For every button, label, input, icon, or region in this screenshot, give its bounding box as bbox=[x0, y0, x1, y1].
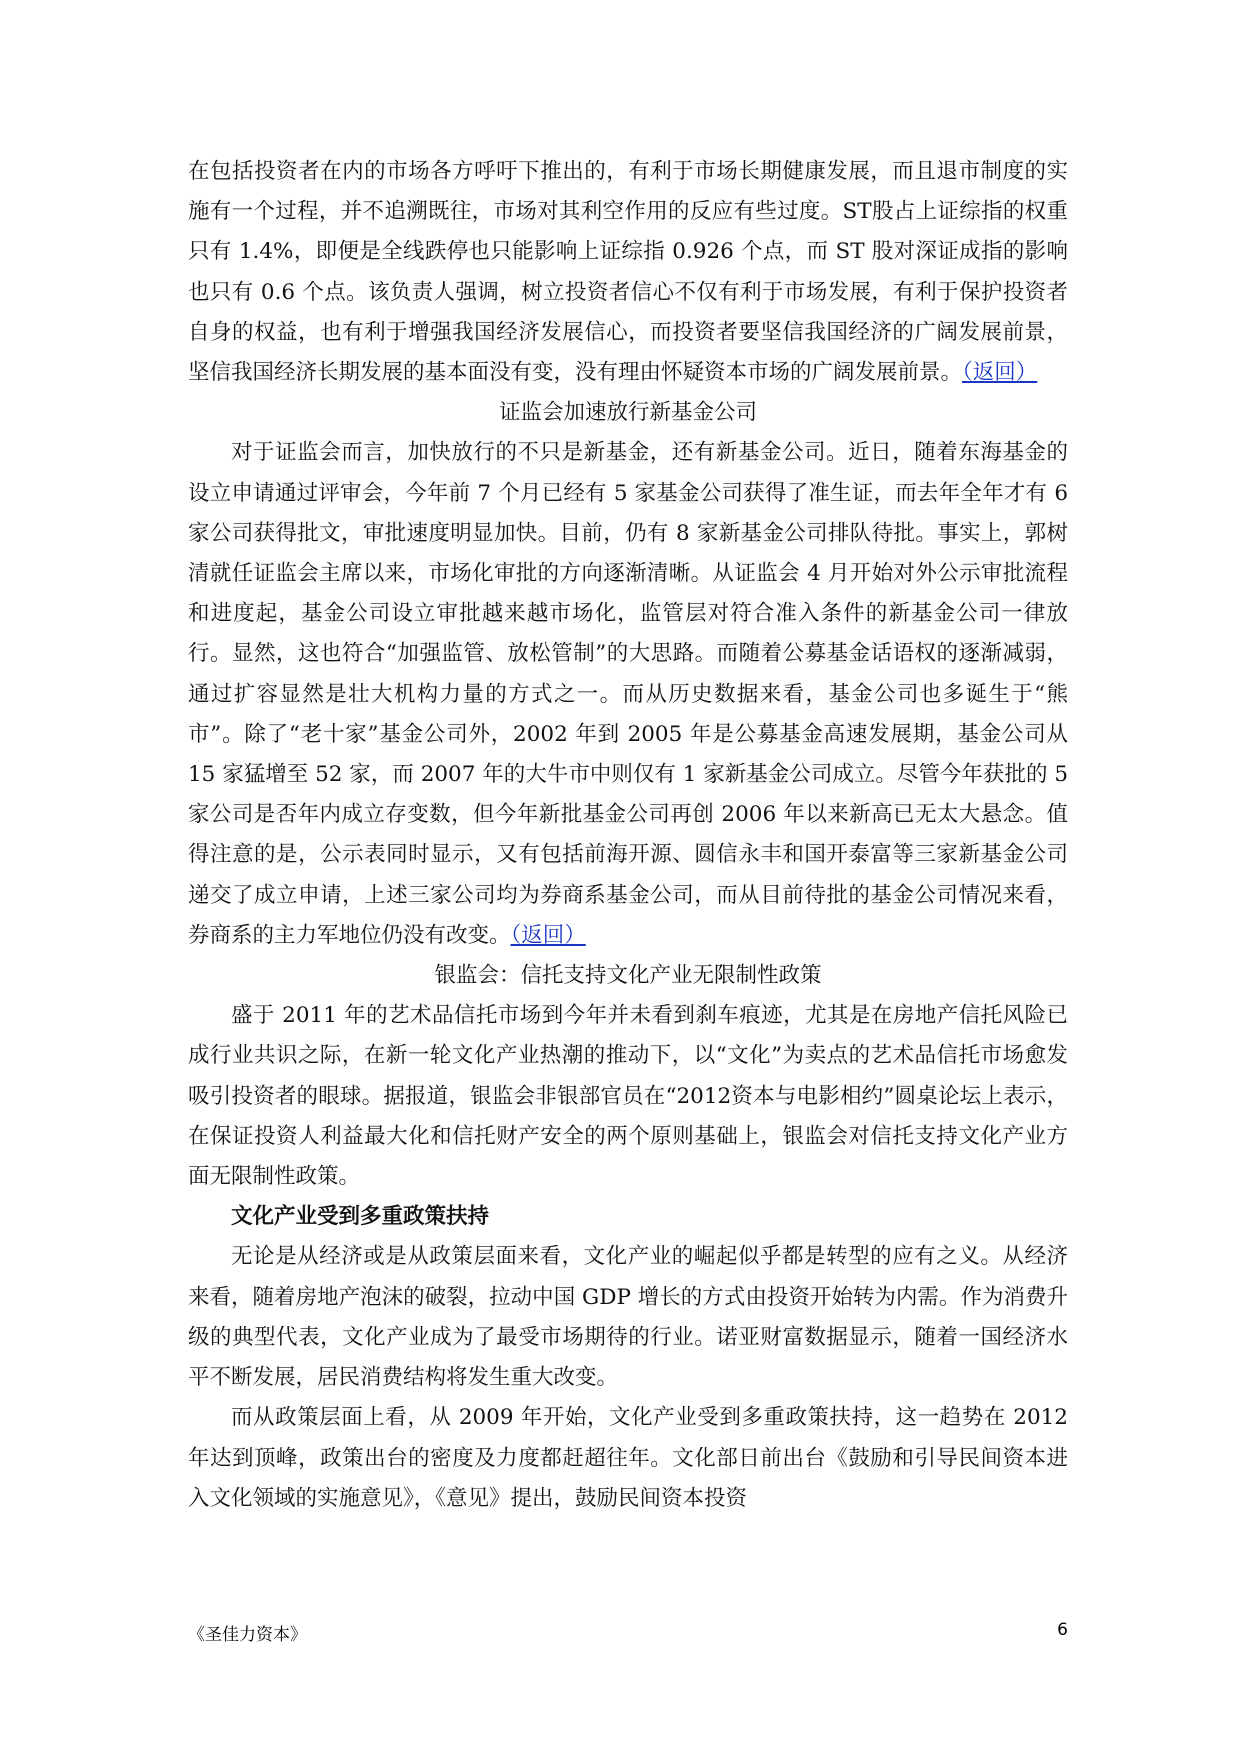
subheading: 文化产业受到多重政策扶持 bbox=[231, 1204, 490, 1230]
section3-paragraph-3: 而从政策层面上看，从 2009 年开始，文化产业受到多重政策扶持，这一趋势在 2012 年达到顶峰，政策出台的密度及力度都赶超往年。文化部日前出台《鼓励和引导民间资本进入文化领域的实施意见》，《意见》提出，鼓励民间资本投资 bbox=[188, 1405, 1068, 1511]
section1-text: 在包括投资者在内的市场各方呼吁下推出的，有利于市场长期健康发展，而且退市制度的实施有一个过程，并不追溯既往，市场对其利空作用的反应有些过度。ST股占上证综指的权重只有 1.4%，即便是全线跌停也只能影响上证综指 0.926 个点，而 ST 股对深证成指的影响也只有 0.6 个点。该负责人强调，树立投资者信心不仅有利于市场发展，有利于保护投资者自身的权益，也有利于增强我国经济发展信心，而投资者要坚信我国经济的广阔发展前景，坚信我国经济长期发展的基本面没有变，没有理由怀疑资本市场的广阔发展前景。 bbox=[188, 159, 1068, 386]
section-title: 证监会加速放行新基金公司 bbox=[498, 400, 757, 426]
back-link[interactable]: （返回） bbox=[962, 360, 1038, 386]
section3-paragraph: 盛于 2011 年的艺术品信托市场到今年并未看到刹车痕迹，尤其是在房地产信托风险已成行业共识之际，在新一轮文化产业热潮的推动下，以“文化”为卖点的艺术品信托市场愈发吸引投资者的眼球。据报道，银监会非银部官员在“2012资本与电影相约”圆桌论坛上表示，在保证投资人利益最大化和信托财产安全的两个原则基础上，银监会对信托支持文化产业方面无限制性政策。 bbox=[188, 1003, 1068, 1190]
section2-text: 对于证监会而言，加快放行的不只是新基金，还有新基金公司。近日，随着东海基金的设立申请通过评审会，今年前 7 个月已经有 5 家基金公司获得了准生证，而去年全年才有 6 家公司获得批文，审批速度明显加快。目前，仍有 8 家新基金公司排队待批。事实上，郭树清就任证监会主席以来，市场化审批的方向逐渐清晰。从证监会 4 月开始对外公示审批流程和进度起，基金公司设立审批越来越市场化，监管层对符合准入条件的新基金公司一律放行。显然，这也符合“加强监管、放松管制”的大思路。而随着公募基金话语权的逐渐减弱，通过扩容显然是壮大机构力量的方式之一。而从历史数据来看，基金公司也多诞生于“熊市”。除了“老十家”基金公司外，2002 年到 2005 年是公募基金高速发展期，基金公司从 15 家猛增至 52 家，而 2007 年的大牛市中则仅有 1 家新基金公司成立。尽管今年获批的 5 家公司是否年内成立存变数，但今年新批基金公司再创 2006 年以来新高已无太大悬念。值得注意的是，公示表同时显示，又有包括前海开源、圆信永丰和国开泰富等三家新基金公司递交了成立申请，上述三家公司均为券商系基金公司，而从目前待批的基金公司情况来看，券商系的主力军地位仍没有改变。 bbox=[188, 440, 1068, 948]
back-link[interactable]: （返回） bbox=[510, 922, 586, 948]
section3-paragraph-2: 无论是从经济或是从政策层面来看，文化产业的崛起似乎都是转型的应有之义。从经济来看，随着房地产泡沫的破裂，拉动中国 GDP 增长的方式由投资开始转为内需。作为消费升级的典型代表，文化产业成为了最受市场期待的行业。诺亚财富数据显示，随着一国经济水平不断发展，居民消费结构将发生重大改变。 bbox=[188, 1244, 1068, 1391]
section2-paragraph bbox=[188, 433, 1068, 956]
section1-paragraph bbox=[188, 152, 1068, 393]
page-footer bbox=[188, 1620, 1068, 1650]
section-title: 银监会：信托支持文化产业无限制性政策 bbox=[434, 963, 822, 989]
page-number: 6 bbox=[1057, 1620, 1068, 1640]
publication-name: 《圣佳力资本》 bbox=[188, 1625, 307, 1645]
page-content bbox=[188, 152, 1068, 1519]
